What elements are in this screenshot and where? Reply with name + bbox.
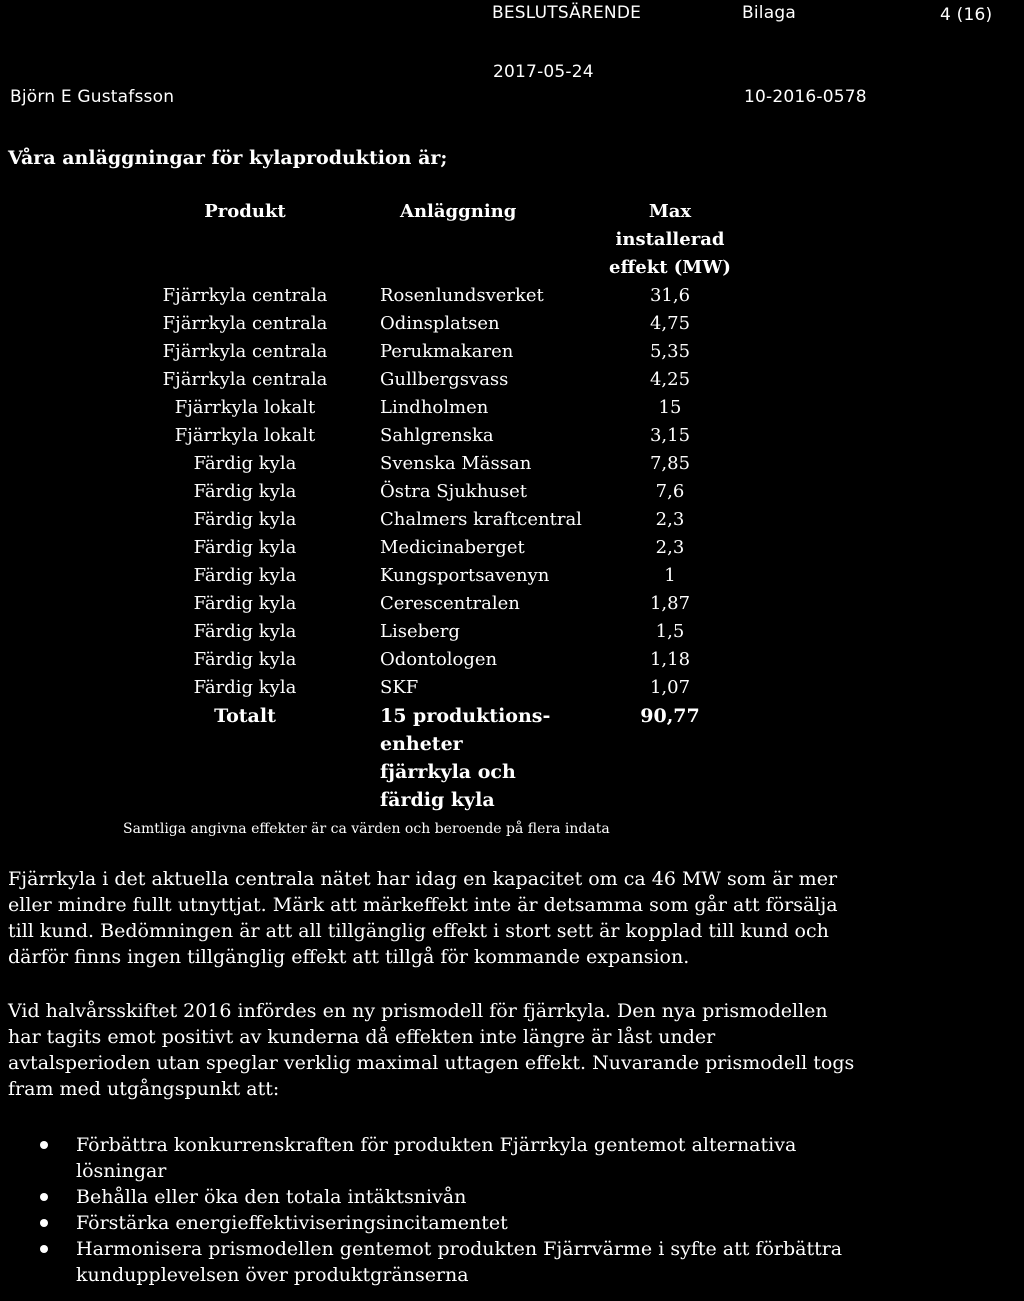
list-item-text: Förstärka energieffektiviseringsincitamentet (76, 1212, 508, 1234)
row-product: Färdig kyla (193, 593, 297, 614)
row-facility: Liseberg (380, 621, 460, 642)
row-product: Fjärrkyla centrala (162, 369, 328, 390)
row-facility: Perukmakaren (380, 341, 514, 362)
bullet-icon (40, 1141, 48, 1149)
table-note: Samtliga angivna effekter är ca värden och beroende på flera indata (123, 821, 610, 837)
table-row (120, 674, 745, 702)
table-row (120, 394, 745, 422)
row-facility: Rosenlundsverket (380, 285, 544, 306)
list-item (34, 1132, 854, 1184)
production-table (120, 198, 745, 814)
row-product: Fjärrkyla lokalt (174, 397, 316, 418)
intro-heading: Våra anläggningar för kylaproduktion är; (8, 147, 448, 169)
row-facility: Medicinaberget (380, 537, 525, 558)
list-item (34, 1184, 854, 1210)
row-product: Fjärrkyla lokalt (174, 425, 316, 446)
row-product: Färdig kyla (193, 621, 297, 642)
row-facility: Svenska Mässan (380, 453, 532, 474)
document-date: 2017-05-24 (493, 62, 594, 82)
table-row (120, 310, 745, 338)
table-row (120, 506, 745, 534)
row-effect: 5,35 (649, 341, 691, 362)
row-product: Färdig kyla (193, 481, 297, 502)
row-facility: Odontologen (380, 649, 498, 670)
row-product: Färdig kyla (193, 565, 297, 586)
case-number: 10-2016-0578 (744, 87, 867, 107)
row-effect: 1,07 (649, 677, 691, 698)
row-facility: Lindholmen (380, 397, 489, 418)
row-effect: 3,15 (649, 425, 691, 446)
row-product: Färdig kyla (193, 537, 297, 558)
table-row (120, 590, 745, 618)
row-facility: Gullbergsvass (380, 369, 509, 390)
row-effect: 1 (664, 565, 676, 586)
row-facility: SKF (380, 677, 419, 698)
total-effect: 90,77 (640, 705, 700, 727)
header-effect-line: Max (648, 201, 692, 222)
list-item-text: Harmonisera prismodellen gentemot produkten Fjärrvärme i syfte att förbättra kundupplevelsen över produktgränserna (76, 1238, 843, 1286)
bullet-icon (40, 1245, 48, 1253)
attachment-label: Bilaga (742, 3, 796, 23)
paragraph-pricing-model: Vid halvårsskiftet 2016 infördes en ny prismodell för fjärrkyla. Den nya prismodellen har tagits emot positivt av kunderna då effekten inte längre är låst under avtalsperioden utan speglar verklig maximal uttagen effekt. Nuvarande prismodell togs fram med utgångspunkt att: (8, 1000, 855, 1100)
table-row (120, 282, 745, 310)
header-facility: Anläggning (400, 201, 517, 222)
row-effect: 7,85 (649, 453, 691, 474)
row-facility: Sahlgrenska (380, 425, 494, 446)
table-row (120, 534, 745, 562)
list-item (34, 1236, 854, 1288)
total-facility: 15 produktions-enheter fjärrkyla och färdig kyla (380, 705, 551, 811)
list-item-text: Behålla eller öka den totala intäktsnivån (76, 1186, 467, 1208)
header-effect-line: installerad (615, 229, 725, 250)
row-product: Färdig kyla (193, 509, 297, 530)
total-label: Totalt (214, 705, 276, 727)
row-effect: 4,75 (649, 313, 691, 334)
table-row (120, 618, 745, 646)
row-effect: 15 (658, 397, 682, 418)
row-effect: 2,3 (655, 509, 685, 530)
row-effect: 1,18 (649, 649, 691, 670)
paragraph-capacity: Fjärrkyla i det aktuella centrala nätet har idag en kapacitet om ca 46 MW som är mer eller mindre fullt utnyttjat. Märk att märkeffekt inte är detsamma som går att försälja till kund. Bedömningen är att all tillgänglig effekt i stort sett är kopplad till kund och därför finns ingen tillgänglig effekt att tillgå för kommande expansion. (8, 868, 838, 968)
document-type: BESLUTSÄRENDE (492, 3, 642, 23)
row-product: Fjärrkyla centrala (162, 341, 328, 362)
row-effect: 7,6 (655, 481, 685, 502)
row-product: Fjärrkyla centrala (162, 285, 328, 306)
list-item-text: Förbättra konkurrenskraften för produkten Fjärrkyla gentemot alternativa lösningar (76, 1134, 797, 1182)
table-row (120, 562, 745, 590)
row-facility: Chalmers kraftcentral (380, 509, 582, 530)
table-row (120, 450, 745, 478)
row-facility: Cerescentralen (380, 593, 520, 614)
row-product: Färdig kyla (193, 649, 297, 670)
list-item (34, 1210, 854, 1236)
table-header-row (120, 198, 745, 282)
row-facility: Odinsplatsen (380, 313, 500, 334)
row-product: Fjärrkyla centrala (162, 313, 328, 334)
page-number: 4 (16) (940, 5, 993, 25)
header-effect-line: effekt (MW) (609, 257, 731, 278)
row-effect: 31,6 (649, 285, 691, 306)
header-product: Produkt (204, 201, 286, 222)
table-row (120, 422, 745, 450)
header-effect (595, 198, 745, 282)
bullet-icon (40, 1219, 48, 1227)
total-row (120, 702, 745, 814)
row-facility: Kungsportsavenyn (380, 565, 550, 586)
table-row (120, 366, 745, 394)
row-effect: 1,87 (649, 593, 691, 614)
author-name: Björn E Gustafsson (10, 87, 175, 107)
table-row (120, 478, 745, 506)
row-effect: 1,5 (655, 621, 685, 642)
pricing-goals-list (34, 1132, 854, 1288)
row-effect: 2,3 (655, 537, 685, 558)
bullet-icon (40, 1193, 48, 1201)
row-effect: 4,25 (649, 369, 691, 390)
row-product: Färdig kyla (193, 453, 297, 474)
row-facility: Östra Sjukhuset (380, 481, 528, 502)
table-row (120, 646, 745, 674)
table-row (120, 338, 745, 366)
row-product: Färdig kyla (193, 677, 297, 698)
